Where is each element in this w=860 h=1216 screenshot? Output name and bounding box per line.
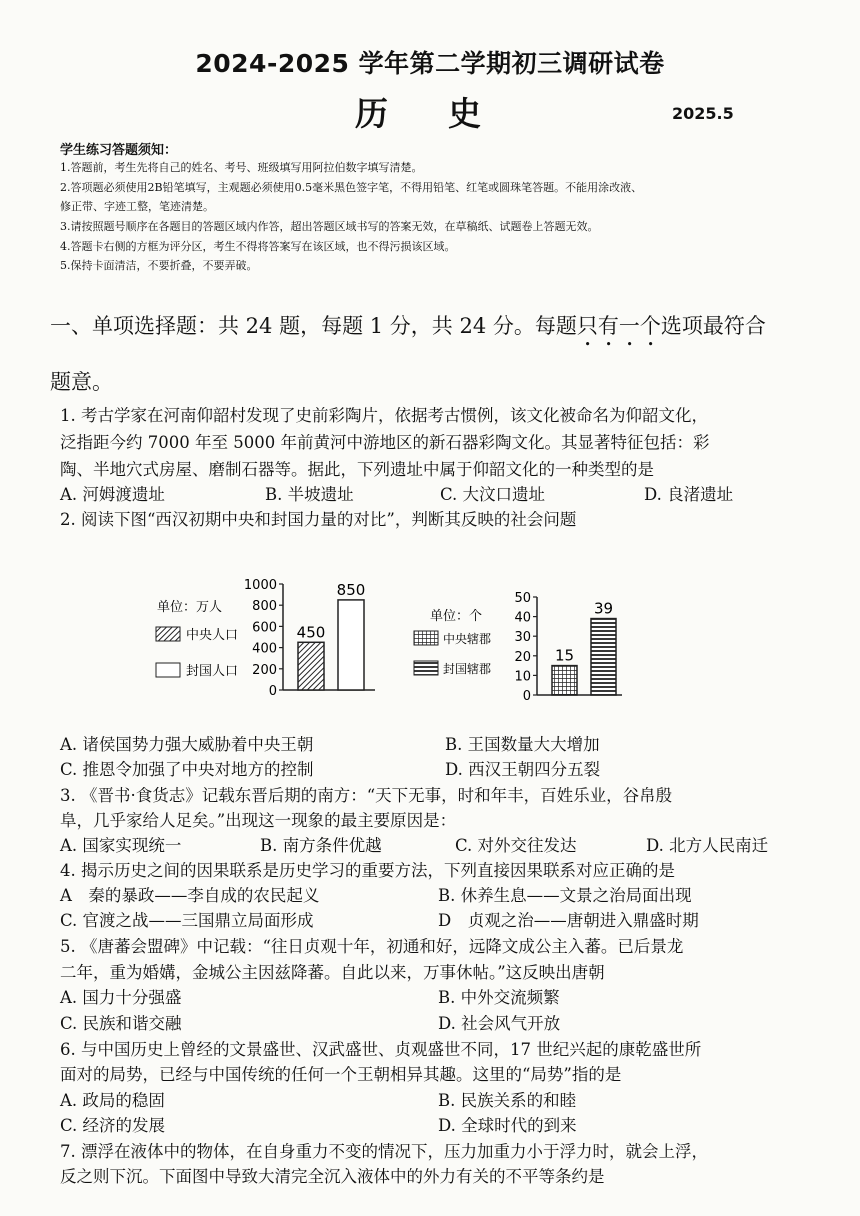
chart1-tick-label: 1000 (243, 578, 277, 593)
population-chart (150, 575, 380, 705)
legend-swatch-central-commandery (414, 631, 438, 645)
chart1-bar (338, 600, 364, 690)
q5-option-a[interactable]: A. 国力十分强盛 (60, 988, 182, 1007)
chart2-tick-label: 0 (522, 689, 531, 704)
question-1-line: 1. 考古学家在河南仰韶村发现了史前彩陶片，依据考古惯例，该文化被命名为仰韶文化， (60, 406, 708, 425)
q3-option-b[interactable]: B. 南方条件优越 (260, 836, 382, 855)
chart1-data-label: 850 (336, 580, 366, 599)
q2-option-c[interactable]: C. 推恩令加强了中央对地方的控制 (60, 760, 314, 779)
chart1-bar (298, 642, 324, 690)
question-6-line: 6. 与中国历史上曾经的文景盛世、汉武盛世、贞观盛世不同，17 世纪兴起的康乾盛世所 (60, 1040, 702, 1059)
exam-title: 2024-2025 学年第二学期初三调研试卷 (195, 49, 665, 78)
chart1-data-label: 450 (296, 623, 326, 642)
notice-item: 5.保持卡面清洁，不要折叠，不要弄破。 (60, 259, 258, 272)
q4-option-a[interactable]: A 秦的暴政——李自成的农民起义 (60, 886, 320, 905)
chart1-tick-label: 400 (252, 641, 277, 657)
section-heading-cont: 题意。 (50, 370, 113, 394)
q1-option-b[interactable]: B. 半坡遗址 (265, 485, 354, 504)
legend-swatch-central (156, 627, 180, 641)
q5-option-b[interactable]: B. 中外交流频繁 (438, 988, 560, 1007)
commandery-chart (410, 590, 630, 705)
subject-title: 历史 (355, 94, 541, 133)
q6-option-c[interactable]: C. 经济的发展 (60, 1116, 166, 1135)
q5-option-c[interactable]: C. 民族和谐交融 (60, 1014, 182, 1033)
legend-swatch-fief-commandery (414, 661, 438, 675)
q1-option-d[interactable]: D. 良渚遗址 (644, 485, 734, 504)
chart1-tick-label: 0 (268, 684, 277, 699)
q4-option-d[interactable]: D 贞观之治——唐朝进入鼎盛时期 (438, 911, 699, 930)
chart1-tick-label: 200 (252, 662, 277, 678)
chart1-unit: 单位：万人 (156, 600, 222, 615)
q6-option-d[interactable]: D. 全球时代的到来 (438, 1116, 577, 1135)
question-7-line: 7. 漂浮在液体中的物体，在自身重力不变的情况下，压力加重力小于浮力时，就会上浮， (60, 1142, 708, 1161)
exam-date: 2025.5 (672, 104, 734, 123)
question-3-line: 阜，几乎家给人足矣。”出现这一现象的最主要原因是： (60, 811, 457, 830)
chart2-tick-label: 20 (514, 649, 531, 665)
q4-option-c[interactable]: C. 官渡之战——三国鼎立局面形成 (60, 911, 314, 930)
legend-swatch-fief (156, 663, 180, 677)
question-5-line: 二年，重为婚媾，金城公主因兹降蕃。自此以来，万事休帖。”这反映出唐朝 (60, 963, 605, 982)
chart1-legend-1: 封国人口 (186, 664, 239, 679)
q5-option-d[interactable]: D. 社会风气开放 (438, 1014, 561, 1033)
chart1-tick-label: 800 (252, 599, 277, 615)
q2-option-a[interactable]: A. 诸侯国势力强大威胁着中央王朝 (60, 735, 314, 754)
chart2-data-label: 15 (554, 646, 575, 665)
q3-option-a[interactable]: A. 国家实现统一 (60, 836, 182, 855)
notice-item: 1.答题前，考生先将自己的姓名、考号、班级填写用阿拉伯数字填写清楚。 (60, 161, 423, 174)
question-3-line: 3. 《晋书·食货志》记载东晋后期的南方：“天下无事，时和年丰，百姓乐业，谷帛殷 (60, 786, 673, 805)
chart2-tick-label: 10 (514, 669, 531, 685)
q4-option-b[interactable]: B. 休养生息——文景之治局面出现 (438, 886, 692, 905)
chart1-tick-label: 600 (252, 620, 277, 636)
q1-option-c[interactable]: C. 大汶口遗址 (440, 485, 546, 504)
notice-item: 2.答项题必须使用2B铅笔填写，主观题必须使用0.5毫米黑色签字笔，不得用铅笔、红笔或圆珠笔答题。不能用涂改液、 (60, 181, 643, 194)
question-2-line: 2. 阅读下图“西汉初期中央和封国力量的对比”，判断其反映的社会问题 (60, 510, 577, 529)
notice-item: 修正带、字迹工整，笔迹清楚。 (60, 200, 214, 213)
chart2-unit: 单位：个 (430, 609, 483, 624)
section-heading-emphasis: 只有一个 (576, 314, 661, 338)
section-heading (50, 310, 766, 351)
q6-option-b[interactable]: B. 民族关系的和睦 (438, 1091, 577, 1110)
chart2-tick-label: 40 (514, 610, 531, 626)
chart2-bar (552, 666, 577, 695)
chart2-legend-0: 中央辖郡 (443, 632, 492, 646)
chart2-data-label: 39 (593, 599, 614, 618)
q6-option-a[interactable]: A. 政局的稳固 (60, 1091, 165, 1110)
chart2-legend-1: 封国辖郡 (443, 662, 492, 676)
chart2-tick-label: 50 (514, 591, 531, 606)
q2-option-d[interactable]: D. 西汉王朝四分五裂 (445, 760, 601, 779)
section-heading-text: 选项最符合 (660, 314, 766, 338)
q3-option-d[interactable]: D. 北方人民南迁 (646, 836, 769, 855)
question-5-line: 5. 《唐蕃会盟碑》中记载：“往日贞观十年，初通和好，远降文成公主入蕃。已后景龙 (60, 937, 684, 956)
section-heading-text: 一、单项选择题：共 24 题，每题 1 分，共 24 分。每题 (50, 314, 577, 338)
question-4-line: 4. 揭示历史之间的因果联系是历史学习的重要方法，下列直接因果联系对应正确的是 (60, 861, 675, 880)
question-7-line: 反之则下沉。下面图中导致大清完全沉入液体中的外力有关的不平等条约是 (60, 1167, 605, 1186)
question-1-line: 泛指距今约 7000 年至 5000 年前黄河中游地区的新石器彩陶文化。其显著特征包括：彩 (60, 433, 710, 452)
notice-heading: 学生练习答题须知： (60, 143, 178, 158)
notice-item: 4.答题卡右侧的方框为评分区，考生不得将答案写在该区域，也不得污损该区域。 (60, 240, 456, 253)
q1-option-a[interactable]: A. 河姆渡遗址 (60, 485, 165, 504)
notice-item: 3.请按照题号顺序在各题目的答题区域内作答，超出答题区域书写的答案无效，在草稿纸、试题卷上答题无效。 (60, 220, 599, 233)
chart1-legend-0: 中央人口 (186, 628, 239, 643)
question-1-line: 陶、半地穴式房屋、磨制石器等。据此，下列遗址中属于仰韶文化的一种类型的是 (60, 460, 654, 479)
chart2-tick-label: 30 (514, 630, 531, 646)
chart2-bar (591, 619, 616, 695)
q3-option-c[interactable]: C. 对外交往发达 (455, 836, 577, 855)
question-6-line: 面对的局势，已经与中国传统的任何一个王朝相异其趣。这里的“局势”指的是 (60, 1065, 622, 1084)
q2-option-b[interactable]: B. 王国数量大大增加 (445, 735, 600, 754)
